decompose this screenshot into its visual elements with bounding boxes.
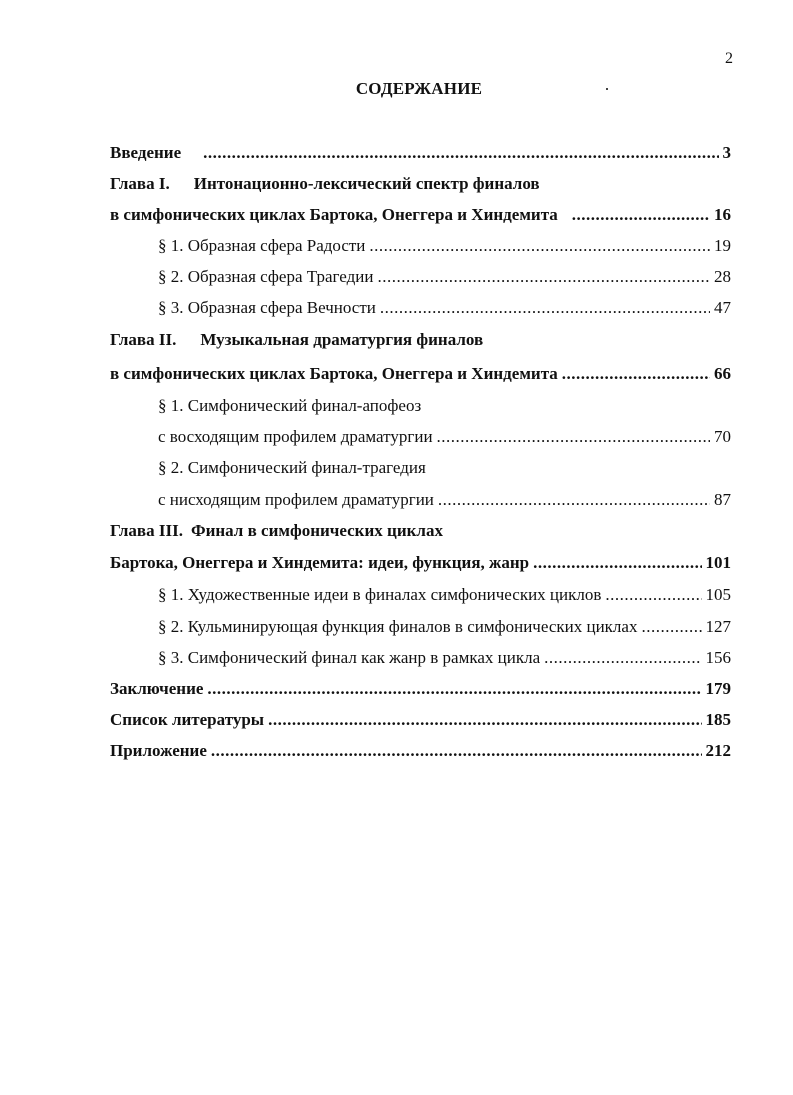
toc-page-number: 16	[714, 205, 731, 224]
chapter-2-title-line2: в симфонических циклах Бартока, Онеггера и Хиндемита	[110, 364, 558, 383]
toc-entry-label: с восходящим профилем драматургии	[158, 427, 433, 446]
toc-entry-label: Приложение	[110, 741, 207, 760]
dot-leader	[437, 427, 710, 447]
toc-page-number: 127	[705, 617, 731, 636]
toc-entry-label: § 2. Образная сфера Трагедии	[158, 267, 374, 286]
toc-page-number: 87	[714, 490, 731, 509]
chapter-2-title-line1: Музыкальная драматургия финалов	[200, 330, 484, 349]
toc-entry-chapter-2[interactable]	[110, 364, 731, 384]
chapter-2-section-1-line1: § 1. Симфонический финал-апофеоз	[158, 396, 422, 415]
toc-page-number: 66	[714, 364, 731, 383]
toc-entry-label: Введение	[110, 143, 182, 162]
toc-entry-label: Список литературы	[110, 710, 265, 729]
toc-entry-bibliography[interactable]	[110, 710, 731, 730]
toc-entry-chapter-2-section-2[interactable]	[158, 490, 731, 510]
toc-entry-label: § 1. Художественные идеи в финалах симфонических циклов	[158, 585, 602, 604]
chapter-2-heading[interactable]	[110, 330, 483, 350]
chapter-1-title-line1: Интонационно-лексический спектр финалов	[193, 174, 540, 193]
toc-page-number: 3	[722, 143, 731, 162]
toc-entry-appendix[interactable]	[110, 741, 731, 761]
toc-entry-chapter-3-section-1[interactable]	[158, 585, 731, 605]
chapter-1-heading[interactable]	[110, 174, 540, 194]
dot-leader	[268, 710, 701, 730]
toc-page-number: 47	[714, 298, 731, 317]
toc-page-number: 105	[705, 585, 731, 604]
toc-entry-label: § 1. Образная сфера Радости	[158, 236, 366, 255]
dot-leader	[207, 679, 701, 699]
toc-entry-label: § 3. Образная сфера Вечности	[158, 298, 376, 317]
chapter-3-title-line2: Бартока, Онеггера и Хиндемита: идеи, функция, жанр	[110, 553, 530, 572]
dot-leader	[377, 267, 710, 287]
toc-entry-label: с нисходящим профилем драматургии	[158, 490, 434, 509]
toc-entry-chapter-1-section-2[interactable]	[158, 267, 731, 287]
dot-leader	[369, 236, 710, 256]
dot-leader	[533, 553, 701, 573]
toc-page-number: 70	[714, 427, 731, 446]
dot-leader	[562, 364, 710, 384]
chapter-1-number: Глава I.	[110, 174, 170, 193]
dot-leader	[641, 617, 701, 637]
toc-entry-chapter-3[interactable]	[110, 553, 731, 573]
dot-leader	[605, 585, 701, 605]
dot-leader	[211, 741, 702, 761]
toc-entry-label: § 2. Кульминирующая функция финалов в симфонических циклах	[158, 617, 638, 636]
dot-leader	[438, 490, 710, 510]
page-title: СОДЕРЖАНИЕ	[355, 79, 483, 98]
toc-entry-conclusion[interactable]	[110, 679, 731, 699]
toc-page-number: 179	[705, 679, 731, 698]
toc-entry-label: Заключение	[110, 679, 204, 698]
toc-entry-chapter-2-section-1[interactable]	[158, 427, 731, 447]
toc-entry-chapter-3-section-3[interactable]	[158, 648, 731, 668]
toc-page-number: 19	[714, 236, 731, 255]
toc-page-number: 212	[705, 741, 731, 760]
dot-leader	[380, 298, 710, 318]
toc-entry-chapter-3-section-2[interactable]	[158, 617, 731, 637]
toc-entry-chapter-1-section-1[interactable]	[158, 236, 731, 256]
chapter-2-number: Глава II.	[110, 330, 177, 349]
toc-entry-label: § 3. Симфонический финал как жанр в рамках цикла	[158, 648, 541, 667]
toc-page-number: 28	[714, 267, 731, 286]
dot-leader	[544, 648, 701, 668]
page-number: 2	[725, 50, 733, 67]
dot-leader	[203, 143, 718, 163]
toc-entry-chapter-1-section-3[interactable]	[158, 298, 731, 318]
chapter-3-heading[interactable]	[110, 521, 443, 541]
toc-page-number: 156	[705, 648, 731, 667]
chapter-3-title-line1: Финал в симфонических циклах	[190, 521, 443, 540]
chapter-1-title-line2: в симфонических циклах Бартока, Онеггера и Хиндемита	[110, 205, 558, 224]
toc-page-number: 101	[705, 553, 731, 572]
chapter-3-number: Глава III.	[110, 521, 183, 540]
toc-page-number: 185	[705, 710, 731, 729]
chapter-2-section-2-line1: § 2. Симфонический финал-трагедия	[158, 458, 426, 477]
dot-leader	[572, 205, 710, 225]
toc-entry-intro[interactable]	[110, 143, 731, 163]
toc-entry-chapter-1[interactable]	[110, 205, 731, 225]
